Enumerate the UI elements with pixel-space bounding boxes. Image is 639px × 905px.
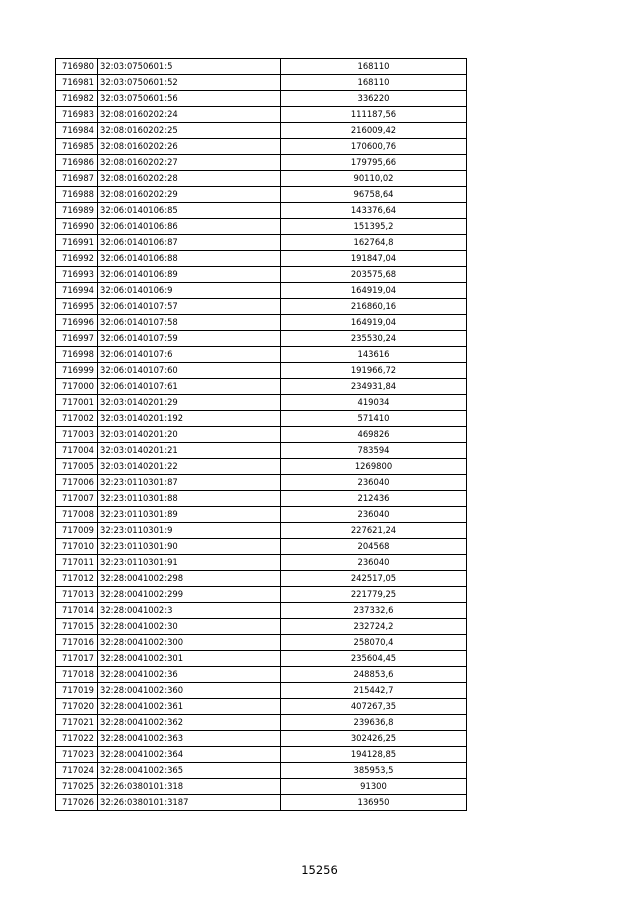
cadastral-number-cell: 32:06:0140106:88 xyxy=(98,251,281,267)
table-row xyxy=(56,91,467,107)
cadastral-number-cell: 32:03:0140201:21 xyxy=(98,443,281,459)
cadastral-value-cell: 407267,35 xyxy=(281,699,467,715)
cadastral-value-cell: 162764,8 xyxy=(281,235,467,251)
cadastral-number-cell: 32:28:0041002:3 xyxy=(98,603,281,619)
table-row xyxy=(56,347,467,363)
table-row xyxy=(56,539,467,555)
cadastral-number-cell: 32:03:0750601:52 xyxy=(98,75,281,91)
cadastral-number-cell: 32:06:0140106:89 xyxy=(98,267,281,283)
cadastral-number-cell: 32:06:0140106:87 xyxy=(98,235,281,251)
row-number-cell: 717002 xyxy=(56,411,98,427)
table-row xyxy=(56,139,467,155)
table-row xyxy=(56,411,467,427)
table-row xyxy=(56,603,467,619)
cadastral-value-cell: 248853,6 xyxy=(281,667,467,683)
cadastral-number-cell: 32:23:0110301:91 xyxy=(98,555,281,571)
cadastral-value-cell: 151395,2 xyxy=(281,219,467,235)
row-number-cell: 717009 xyxy=(56,523,98,539)
table-row xyxy=(56,651,467,667)
table-row xyxy=(56,699,467,715)
cadastral-value-cell: 179795,66 xyxy=(281,155,467,171)
table-row xyxy=(56,587,467,603)
row-number-cell: 717000 xyxy=(56,379,98,395)
row-number-cell: 717024 xyxy=(56,763,98,779)
table-row xyxy=(56,555,467,571)
row-number-cell: 717019 xyxy=(56,683,98,699)
cadastral-value-cell: 237332,6 xyxy=(281,603,467,619)
row-number-cell: 717026 xyxy=(56,795,98,811)
cadastral-value-cell: 783594 xyxy=(281,443,467,459)
table-body xyxy=(56,59,467,811)
cadastral-number-cell: 32:06:0140106:86 xyxy=(98,219,281,235)
cadastral-number-cell: 32:23:0110301:89 xyxy=(98,507,281,523)
cadastral-number-cell: 32:03:0750601:56 xyxy=(98,91,281,107)
cadastral-value-cell: 111187,56 xyxy=(281,107,467,123)
table-row xyxy=(56,475,467,491)
table-row xyxy=(56,315,467,331)
row-number-cell: 716994 xyxy=(56,283,98,299)
row-number-cell: 716981 xyxy=(56,75,98,91)
row-number-cell: 717023 xyxy=(56,747,98,763)
cadastral-value-cell: 236040 xyxy=(281,555,467,571)
cadastral-number-cell: 32:28:0041002:298 xyxy=(98,571,281,587)
row-number-cell: 717008 xyxy=(56,507,98,523)
cadastral-value-cell: 236040 xyxy=(281,507,467,523)
cadastral-value-cell: 136950 xyxy=(281,795,467,811)
cadastral-number-cell: 32:26:0380101:3187 xyxy=(98,795,281,811)
row-number-cell: 717001 xyxy=(56,395,98,411)
cadastral-number-cell: 32:28:0041002:362 xyxy=(98,715,281,731)
cadastral-number-cell: 32:23:0110301:90 xyxy=(98,539,281,555)
table-row xyxy=(56,779,467,795)
table-row xyxy=(56,507,467,523)
cadastral-value-cell: 143376,64 xyxy=(281,203,467,219)
cadastral-number-cell: 32:28:0041002:364 xyxy=(98,747,281,763)
cadastral-number-cell: 32:03:0140201:192 xyxy=(98,411,281,427)
row-number-cell: 716985 xyxy=(56,139,98,155)
row-number-cell: 716999 xyxy=(56,363,98,379)
cadastral-number-cell: 32:08:0160202:27 xyxy=(98,155,281,171)
cadastral-value-cell: 168110 xyxy=(281,59,467,75)
cadastral-number-cell: 32:03:0140201:22 xyxy=(98,459,281,475)
table-row xyxy=(56,331,467,347)
table-row xyxy=(56,379,467,395)
cadastral-value-cell: 143616 xyxy=(281,347,467,363)
table-row xyxy=(56,283,467,299)
cadastral-value-cell: 216009,42 xyxy=(281,123,467,139)
cadastral-value-cell: 90110,02 xyxy=(281,171,467,187)
row-number-cell: 717015 xyxy=(56,619,98,635)
row-number-cell: 717004 xyxy=(56,443,98,459)
row-number-cell: 717014 xyxy=(56,603,98,619)
table-row xyxy=(56,395,467,411)
table-row xyxy=(56,635,467,651)
cadastral-value-cell: 216860,16 xyxy=(281,299,467,315)
row-number-cell: 717010 xyxy=(56,539,98,555)
row-number-cell: 716997 xyxy=(56,331,98,347)
table-row xyxy=(56,443,467,459)
cadastral-number-cell: 32:08:0160202:24 xyxy=(98,107,281,123)
cadastral-number-cell: 32:28:0041002:301 xyxy=(98,651,281,667)
table-row xyxy=(56,203,467,219)
row-number-cell: 716989 xyxy=(56,203,98,219)
cadastral-number-cell: 32:26:0380101:318 xyxy=(98,779,281,795)
cadastral-value-cell: 204568 xyxy=(281,539,467,555)
page-number: 15256 xyxy=(301,863,338,877)
cadastral-value-cell: 336220 xyxy=(281,91,467,107)
cadastral-value-cell: 194128,85 xyxy=(281,747,467,763)
table-row xyxy=(56,571,467,587)
row-number-cell: 716992 xyxy=(56,251,98,267)
cadastral-number-cell: 32:06:0140107:6 xyxy=(98,347,281,363)
row-number-cell: 717003 xyxy=(56,427,98,443)
cadastral-number-cell: 32:28:0041002:299 xyxy=(98,587,281,603)
row-number-cell: 716987 xyxy=(56,171,98,187)
table-row xyxy=(56,171,467,187)
cadastral-number-cell: 32:06:0140107:59 xyxy=(98,331,281,347)
cadastral-value-table xyxy=(55,58,467,811)
cadastral-number-cell: 32:08:0160202:28 xyxy=(98,171,281,187)
cadastral-number-cell: 32:06:0140107:57 xyxy=(98,299,281,315)
cadastral-number-cell: 32:06:0140106:9 xyxy=(98,283,281,299)
cadastral-value-cell: 164919,04 xyxy=(281,283,467,299)
table-row xyxy=(56,363,467,379)
table-row xyxy=(56,235,467,251)
cadastral-value-cell: 170600,76 xyxy=(281,139,467,155)
row-number-cell: 716984 xyxy=(56,123,98,139)
cadastral-value-cell: 258070,4 xyxy=(281,635,467,651)
row-number-cell: 716988 xyxy=(56,187,98,203)
cadastral-value-cell: 168110 xyxy=(281,75,467,91)
cadastral-number-cell: 32:03:0140201:20 xyxy=(98,427,281,443)
row-number-cell: 716996 xyxy=(56,315,98,331)
row-number-cell: 716990 xyxy=(56,219,98,235)
table-row xyxy=(56,107,467,123)
table-row xyxy=(56,459,467,475)
cadastral-value-cell: 232724,2 xyxy=(281,619,467,635)
cadastral-value-cell: 235604,45 xyxy=(281,651,467,667)
table-row xyxy=(56,299,467,315)
row-number-cell: 717005 xyxy=(56,459,98,475)
table-row xyxy=(56,683,467,699)
cadastral-number-cell: 32:03:0750601:5 xyxy=(98,59,281,75)
table-row xyxy=(56,491,467,507)
cadastral-number-cell: 32:28:0041002:361 xyxy=(98,699,281,715)
cadastral-value-cell: 221779,25 xyxy=(281,587,467,603)
cadastral-number-cell: 32:28:0041002:36 xyxy=(98,667,281,683)
cadastral-value-cell: 215442,7 xyxy=(281,683,467,699)
cadastral-value-cell: 96758,64 xyxy=(281,187,467,203)
cadastral-value-cell: 212436 xyxy=(281,491,467,507)
table-row xyxy=(56,59,467,75)
cadastral-value-cell: 469826 xyxy=(281,427,467,443)
cadastral-value-cell: 419034 xyxy=(281,395,467,411)
row-number-cell: 716980 xyxy=(56,59,98,75)
table-row xyxy=(56,747,467,763)
cadastral-value-cell: 239636,8 xyxy=(281,715,467,731)
table-row xyxy=(56,219,467,235)
cadastral-value-cell: 191847,04 xyxy=(281,251,467,267)
cadastral-number-cell: 32:08:0160202:29 xyxy=(98,187,281,203)
row-number-cell: 717022 xyxy=(56,731,98,747)
cadastral-number-cell: 32:06:0140107:60 xyxy=(98,363,281,379)
cadastral-number-cell: 32:23:0110301:9 xyxy=(98,523,281,539)
table-row xyxy=(56,523,467,539)
table-row xyxy=(56,75,467,91)
row-number-cell: 717013 xyxy=(56,587,98,603)
row-number-cell: 717011 xyxy=(56,555,98,571)
table-row xyxy=(56,187,467,203)
row-number-cell: 717021 xyxy=(56,715,98,731)
cadastral-value-cell: 571410 xyxy=(281,411,467,427)
cadastral-value-cell: 191966,72 xyxy=(281,363,467,379)
row-number-cell: 717017 xyxy=(56,651,98,667)
row-number-cell: 716986 xyxy=(56,155,98,171)
cadastral-number-cell: 32:23:0110301:87 xyxy=(98,475,281,491)
cadastral-number-cell: 32:28:0041002:365 xyxy=(98,763,281,779)
cadastral-value-cell: 203575,68 xyxy=(281,267,467,283)
cadastral-value-cell: 235530,24 xyxy=(281,331,467,347)
table-row xyxy=(56,267,467,283)
row-number-cell: 716993 xyxy=(56,267,98,283)
table-row xyxy=(56,731,467,747)
cadastral-number-cell: 32:06:0140107:58 xyxy=(98,315,281,331)
row-number-cell: 716991 xyxy=(56,235,98,251)
cadastral-value-cell: 234931,84 xyxy=(281,379,467,395)
row-number-cell: 717018 xyxy=(56,667,98,683)
cadastral-value-cell: 227621,24 xyxy=(281,523,467,539)
cadastral-number-cell: 32:28:0041002:30 xyxy=(98,619,281,635)
table-row xyxy=(56,667,467,683)
cadastral-number-cell: 32:28:0041002:360 xyxy=(98,683,281,699)
cadastral-value-cell: 385953,5 xyxy=(281,763,467,779)
table-row xyxy=(56,619,467,635)
row-number-cell: 716998 xyxy=(56,347,98,363)
table-row xyxy=(56,155,467,171)
cadastral-number-cell: 32:03:0140201:29 xyxy=(98,395,281,411)
cadastral-number-cell: 32:23:0110301:88 xyxy=(98,491,281,507)
table-row xyxy=(56,123,467,139)
row-number-cell: 717006 xyxy=(56,475,98,491)
row-number-cell: 717012 xyxy=(56,571,98,587)
cadastral-number-cell: 32:06:0140107:61 xyxy=(98,379,281,395)
row-number-cell: 716982 xyxy=(56,91,98,107)
cadastral-number-cell: 32:06:0140106:85 xyxy=(98,203,281,219)
cadastral-value-cell: 302426,25 xyxy=(281,731,467,747)
row-number-cell: 717016 xyxy=(56,635,98,651)
row-number-cell: 717007 xyxy=(56,491,98,507)
cadastral-value-cell: 91300 xyxy=(281,779,467,795)
row-number-cell: 716995 xyxy=(56,299,98,315)
cadastral-value-cell: 236040 xyxy=(281,475,467,491)
cadastral-number-cell: 32:08:0160202:25 xyxy=(98,123,281,139)
table-row xyxy=(56,427,467,443)
cadastral-number-cell: 32:28:0041002:300 xyxy=(98,635,281,651)
row-number-cell: 717020 xyxy=(56,699,98,715)
table-row xyxy=(56,795,467,811)
cadastral-value-cell: 164919,04 xyxy=(281,315,467,331)
table-row xyxy=(56,715,467,731)
cadastral-number-cell: 32:08:0160202:26 xyxy=(98,139,281,155)
table-row xyxy=(56,251,467,267)
cadastral-number-cell: 32:28:0041002:363 xyxy=(98,731,281,747)
cadastral-value-cell: 1269800 xyxy=(281,459,467,475)
row-number-cell: 717025 xyxy=(56,779,98,795)
table-row xyxy=(56,763,467,779)
cadastral-value-cell: 242517,05 xyxy=(281,571,467,587)
row-number-cell: 716983 xyxy=(56,107,98,123)
